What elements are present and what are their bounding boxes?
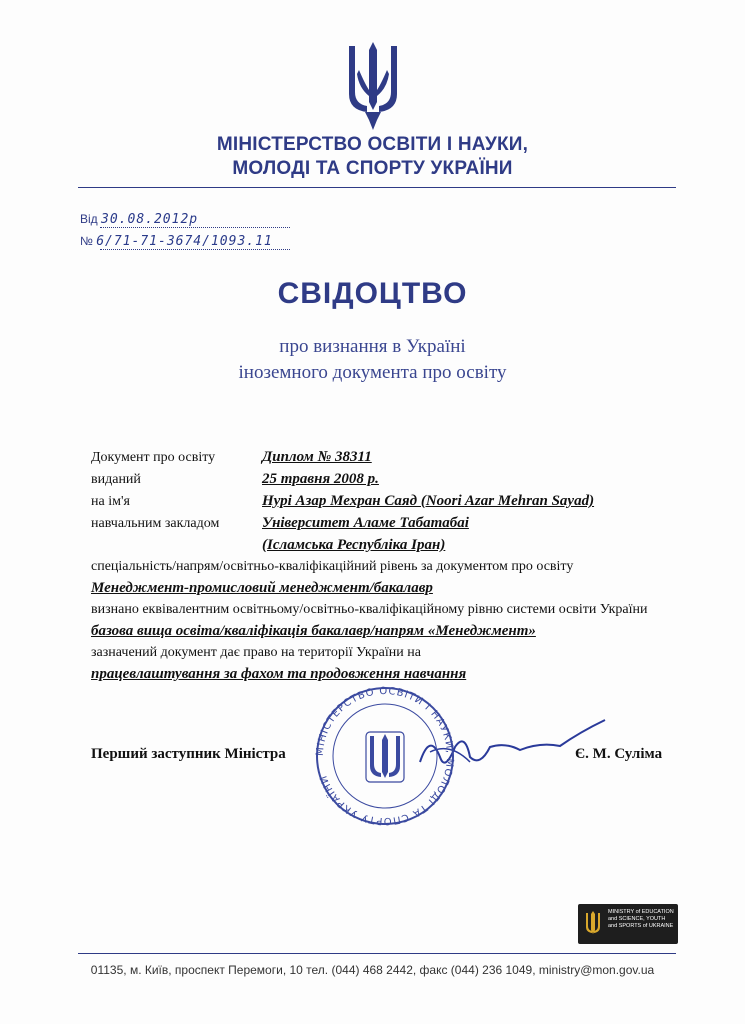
- certificate-title: СВІДОЦТВО: [277, 277, 468, 310]
- signatory-name: Є. М. Суліма: [575, 746, 663, 762]
- field-label-institution: навчальним закладом: [91, 516, 220, 531]
- logo-text-line3: and SPORTS of UKRAINE: [608, 923, 674, 929]
- body-specialty-value: Менеджмент-промисловий менеджмент/бакалавр: [91, 580, 433, 596]
- official-seal: [306, 686, 464, 826]
- reference-date: [80, 212, 198, 227]
- field-value-institution: Університет Аламе Табатабаі: [262, 515, 469, 531]
- field-value-country: (Ісламська Республіка Іран): [262, 537, 446, 553]
- body-rights-value: працевлаштування за фахом та продовження навчання: [91, 666, 467, 682]
- field-label-name: на ім'я: [91, 494, 130, 509]
- footer-contacts: 01135, м. Київ, проспект Перемоги, 10 тел. (044) 468 2442, факс (044) 236 1049, ministry@mon.gov.ua: [90, 963, 655, 977]
- certificate-subtitle-line2: іноземного документа про освіту: [238, 362, 507, 383]
- body-specialty-line: спеціальність/напрям/освітньо-кваліфікаційний рівень за документом про освіту: [91, 559, 574, 574]
- trident-emblem-icon: [343, 40, 403, 132]
- number-label: №: [80, 234, 93, 248]
- body-equivalence-value: базова вища освіта/кваліфікація бакалавр/напрям «Менеджмент»: [91, 623, 536, 639]
- ministry-logo: [578, 904, 678, 944]
- body-equivalence-line: визнано еквівалентним освітньому/освітньо-кваліфікаційному рівню системи освіти України: [91, 602, 648, 617]
- signatory-position: Перший заступник Міністра: [91, 746, 286, 762]
- footer-divider: [78, 953, 676, 954]
- date-value: 30.08.2012р: [101, 212, 199, 227]
- logo-text-line2: and SCIENCE, YOUTH: [608, 916, 666, 922]
- date-label: Від: [80, 212, 98, 226]
- header-divider: [78, 187, 676, 188]
- ministry-name-line2: МОЛОДІ ТА СПОРТУ УКРАЇНИ: [232, 158, 513, 179]
- field-value-document: Диплом № 38311: [262, 449, 372, 465]
- reference-number: [80, 234, 273, 249]
- field-value-name: Нурі Азар Мехран Саяд (Noori Azar Mehran Sayad): [262, 493, 595, 509]
- body-rights-line: зазначений документ дає право на території України на: [91, 645, 421, 660]
- number-dotted-line: [100, 249, 290, 250]
- field-label-issued: виданий: [91, 472, 141, 487]
- logo-text-line1: MINISTRY of EDUCATION: [608, 909, 674, 915]
- field-label-document: Документ про освіту: [91, 450, 216, 465]
- certificate-subtitle-line1: про визнання в Україні: [279, 336, 466, 357]
- ministry-name-line1: МІНІСТЕРСТВО ОСВІТИ І НАУКИ,: [216, 134, 529, 155]
- date-dotted-line: [100, 227, 290, 228]
- field-value-issued: 25 травня 2008 р.: [262, 471, 379, 487]
- logo-trident-icon: [584, 910, 602, 938]
- number-value: 6/71-71-3674/1093.11: [96, 234, 273, 249]
- seal-text: МІНІСТЕРСТВО ОСВІТИ І НАУКИ, МОЛОДІ ТА СПОРТУ УКРАЇНИ: [314, 686, 456, 826]
